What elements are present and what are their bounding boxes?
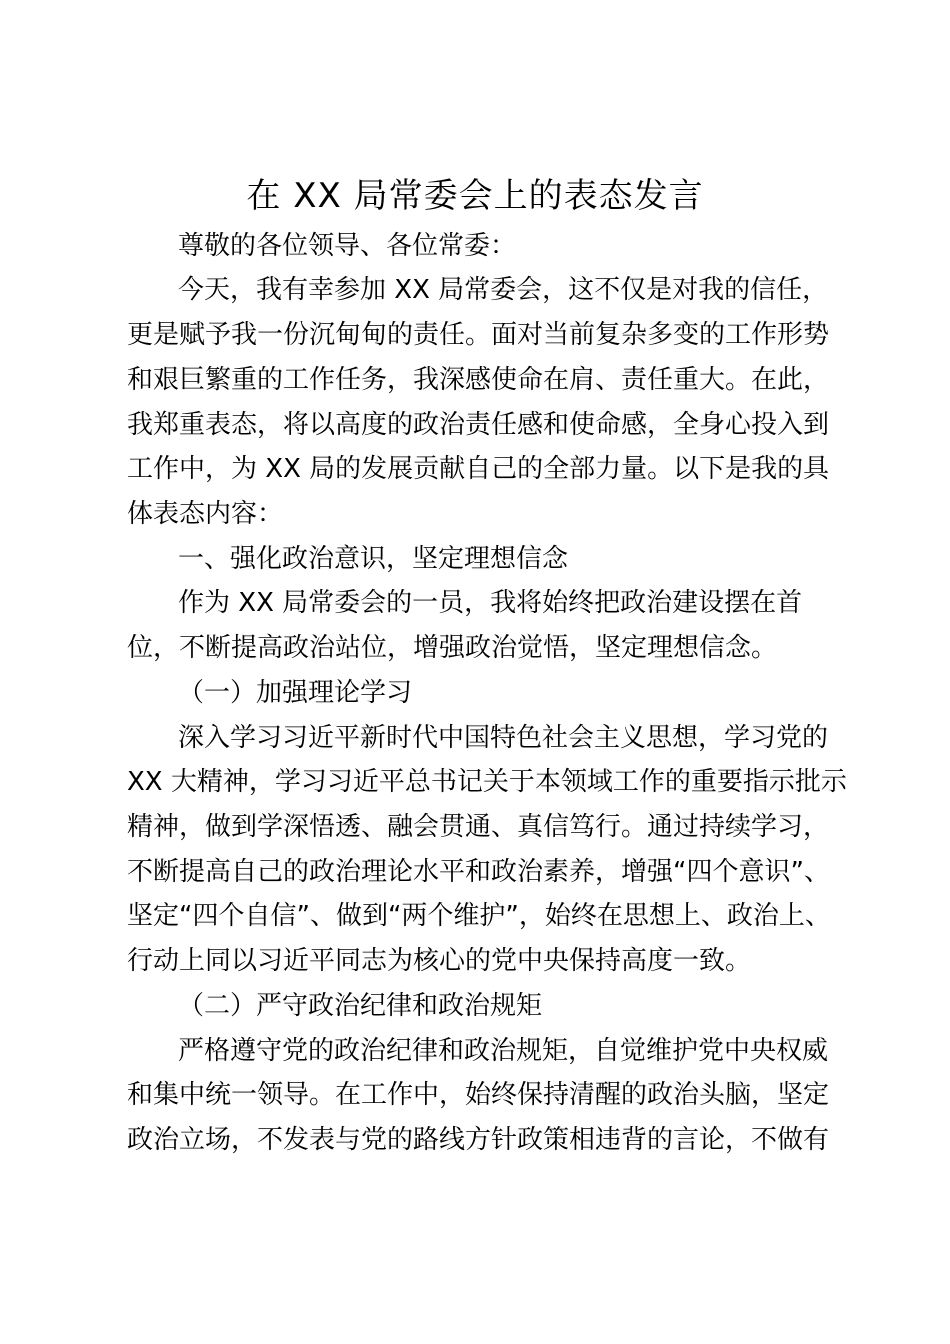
paragraph-line: 不断提高自己的政治理论水平和政治素养，增强“四个意识”、 — [127, 857, 830, 887]
subsection-heading: （一）加强理论学习 — [178, 678, 413, 708]
paragraph-line: 和艰巨繁重的工作任务，我深感使命在肩、责任重大。在此， — [127, 365, 830, 395]
paragraph-line: 今天，我有幸参加 XX 局常委会，这不仅是对我的信任， — [178, 275, 829, 305]
paragraph-line: 行动上同以习近平同志为核心的党中央保持高度一致。 — [127, 946, 752, 976]
paragraph-line: XX 大精神，学习习近平总书记关于本领域工作的重要指示批示 — [127, 767, 847, 797]
paragraph-line: 体表态内容： — [127, 499, 284, 529]
subsection-heading: （二）严守政治纪律和政治规矩 — [178, 991, 543, 1021]
paragraph-line: 精神，做到学深悟透、融会贯通、真信笃行。通过持续学习， — [127, 812, 830, 842]
paragraph-line: 严格遵守党的政治纪律和政治规矩，自觉维护党中央权威 — [178, 1036, 829, 1066]
paragraph-line: 工作中，为 XX 局的发展贡献自己的全部力量。以下是我的具 — [127, 454, 830, 484]
salutation: 尊敬的各位领导、各位常委： — [178, 231, 517, 261]
paragraph-line: 政治立场，不发表与党的路线方针政策相违背的言论，不做有 — [127, 1125, 830, 1155]
paragraph-line: 更是赋予我一份沉甸甸的责任。面对当前复杂多变的工作形势 — [127, 320, 830, 350]
paragraph-line: 作为 XX 局常委会的一员，我将始终把政治建设摆在首 — [178, 588, 803, 618]
paragraph-line: 坚定“四个自信”、做到“两个维护”，始终在思想上、政治上、 — [127, 901, 831, 931]
paragraph-line: 位，不断提高政治站位，增强政治觉悟，坚定理想信念。 — [127, 633, 778, 663]
paragraph-line: 深入学习习近平新时代中国特色社会主义思想，学习党的 — [178, 723, 829, 753]
document-title: 在 XX 局常委会上的表态发言 — [246, 176, 704, 216]
section-heading: 一、强化政治意识，坚定理想信念 — [178, 544, 569, 574]
paragraph-line: 我郑重表态，将以高度的政治责任感和使命感，全身心投入到 — [127, 410, 830, 440]
paragraph-line: 和集中统一领导。在工作中，始终保持清醒的政治头脑，坚定 — [127, 1080, 830, 1110]
